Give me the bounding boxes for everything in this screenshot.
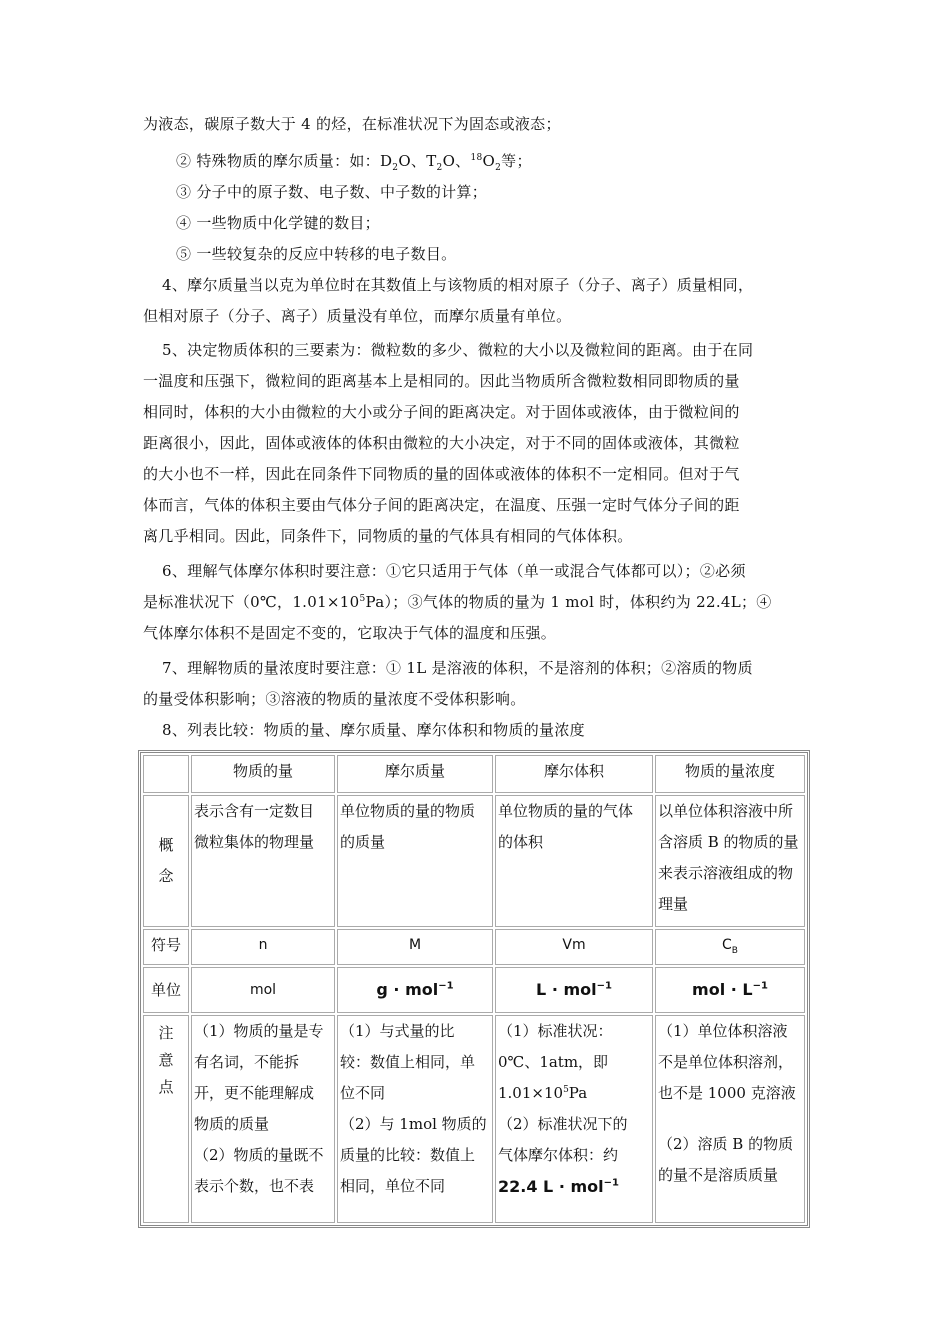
list-item-chemical-bonds: ④ 一些物质中化学键的数目； [176,214,380,232]
row-label-notes: 注 意 点 [143,1015,189,1223]
paragraph-line: 5、决定物质体积的三要素为：微粒数的多少、微粒的大小以及微粒间的距离。由于在同 [162,341,754,359]
concept-molar-mass: 单位物质的量的物质 的质量 [337,795,493,927]
unit-g-per-mol: g · mol$^{-1}$ [337,967,493,1013]
symbol-n: n [191,929,335,965]
concept-molar-volume: 单位物质的量的气体 的体积 [495,795,653,927]
paragraph-line: 但相对原子（分子、离子）质量没有单位，而摩尔质量有单位。 [143,307,572,325]
symbol-vm: Vm [495,929,653,965]
list-item-particle-counts: ③ 分子中的原子数、电子数、中子数的计算； [176,183,488,201]
header-molar-concentration: 物质的量浓度 [655,755,805,793]
notes-molar-mass: （1）与式量的比 较：数值上相同，单 位不同 （2）与 1mol 物质的 质量的比较：数值上 相同，单位不同 [337,1015,493,1223]
concept-molar-concentration: 以单位体积溶液中所 含溶质 B 的物质的量 来表示溶液组成的物 理量 [655,795,805,927]
notes-molar-concentration: （1）单位体积溶液 不是单位体积溶剂， 也不是 1000 克溶液 （2）溶质 B 的物质 的量不是溶质质量 [655,1015,805,1223]
paragraph-line: 的大小也不一样，因此在同条件下同物质的量的固体或液体的体积不一定相同。但对于气 [143,465,740,483]
paragraph-line: 相同时，体积的大小由微粒的大小或分子间的距离决定。对于固体或液体，由于微粒间的 [143,403,740,421]
paragraph-line: 4、摩尔质量当以克为单位时在其数值上与该物质的相对原子（分子、离子）质量相同， [162,276,754,294]
paragraph-line: 体而言，气体的体积主要由气体分子间的距离决定，在温度、压强一定时气体分子间的距 [143,496,740,514]
list-item-electron-transfer: ⑤ 一些较复杂的反应中转移的电子数目。 [176,245,457,263]
unit-l-per-mol: L · mol$^{-1}$ [495,967,653,1013]
paragraph-line: 离几乎相同。因此，同条件下，同物质的量的气体具有相同的气体体积。 [143,527,633,545]
paragraph-line: 7、理解物质的量浓度时要注意：① 1L 是溶液的体积，不是溶剂的体积；②溶质的物质 [162,659,753,677]
table-corner-cell [143,755,189,793]
unit-mol: mol [191,967,335,1013]
paragraph-line: 一温度和压强下，微粒间的距离基本上是相同的。因此当物质所含微粒数相同即物质的量 [143,372,740,390]
paragraph-line: 为液态，碳原子数大于 4 的烃，在标准状况下为固态或液态； [143,115,561,133]
header-molar-mass: 摩尔质量 [337,755,493,793]
notes-amount: （1）物质的量是专 有名词，不能拆 开，更不能理解成 物质的质量 （2）物质的量既不 表示个数，也不表 [191,1015,335,1223]
paragraph-line: 的量受体积影响；③溶液的物质的量浓度不受体积影响。 [143,690,526,708]
header-amount-of-substance: 物质的量 [191,755,335,793]
paragraph-line: 是标准状况下（0℃，$1.01\times 10^5Pa$）；③气体的物质的量为 1 mol 时，体积约为 22.4L；④ [143,593,772,611]
row-label-concept: 概 念 [143,795,189,927]
row-label-symbol: 符号 [143,929,189,965]
row-label-unit: 单位 [143,967,189,1013]
notes-molar-volume: （1）标准状况： 0℃、1atm，即 $1.01\times 10^5Pa$ （2）标准状况下的 气体摩尔体积：约 22.4 L · mol$^{-1}$ [495,1015,653,1223]
unit-mol-per-l: mol · $L^{-1}$ [655,967,805,1013]
paragraph-line: 气体摩尔体积不是固定不变的，它取决于气体的温度和压强。 [143,624,557,642]
symbol-m: M [337,929,493,965]
comparison-table [138,750,810,1228]
paragraph-line: 距离很小，因此，固体或液体的体积由微粒的大小决定，对于不同的固体或液体，其微粒 [143,434,740,452]
table-caption: 8、列表比较：物质的量、摩尔质量、摩尔体积和物质的量浓度 [162,721,585,739]
symbol-cb: $C_B$ [655,929,805,965]
concept-amount: 表示含有一定数目 微粒集体的物理量 [191,795,335,927]
header-molar-volume: 摩尔体积 [495,755,653,793]
list-item-special-molar-mass: ② 特殊物质的摩尔质量：如：$D_2O$、$T_2O$、$^{18}O_2$等； [176,152,532,173]
paragraph-line: 6、理解气体摩尔体积时要注意：①它只适用于气体（单一或混合气体都可以）；②必须 [162,562,746,580]
